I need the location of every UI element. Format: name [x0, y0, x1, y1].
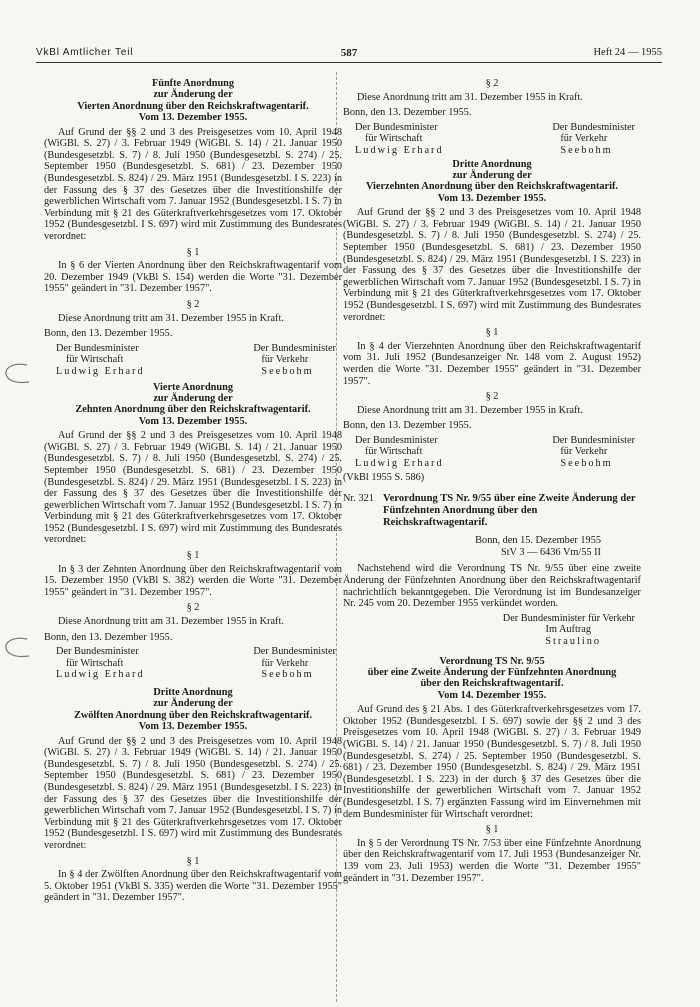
notice-title: Verordnung TS Nr. 9/55 über eine Zweite Änderung der Fünfzehnten Anordnung über den Reichskraftwagentarif.	[383, 493, 636, 529]
header-rule	[36, 62, 662, 63]
ordinance-fifth-amendment	[44, 78, 342, 378]
signatory-name: Seebohm	[261, 669, 314, 681]
notice-intro: Nachstehend wird die Verordnung TS Nr. 9/55 über eine zweite Änderung der Fünfzehnten Anordnung über den Reichskraftwagentarif nachrichtlich bekanntgegeben. Die Verordnung ist im Bundesanzeiger Nr. 245 vom 20. Dezember 1955 verkündet worden.	[343, 563, 641, 610]
signatory-ministry: für Verkehr	[261, 657, 309, 669]
ordinance-third-amendment-fourteenth	[343, 159, 641, 484]
notice-signatory-title: Der Bundesminister für Verkehr	[502, 612, 635, 624]
left-column	[44, 78, 342, 904]
signatory-name: Seebohm	[560, 144, 613, 156]
signatory-ministry: für Wirtschaft	[365, 446, 423, 458]
ordinance-title: zur Änderung der	[153, 698, 233, 710]
ordinance-title: Verordnung TS Nr. 9/55	[439, 655, 545, 667]
signatory-ministry: für Verkehr	[560, 446, 608, 458]
ordinance-title: zur Änderung der	[452, 169, 532, 181]
ordinance-fifth-amendment-continued	[343, 78, 641, 157]
signatory-name: Seebohm	[560, 458, 613, 470]
ordinance-date: Vom 14. Dezember 1955.	[437, 689, 547, 701]
section-heading: § 2	[485, 391, 499, 403]
ordinance-title: Vierte Anordnung	[153, 381, 233, 393]
section-heading: § 1	[485, 824, 499, 836]
signature-block	[343, 435, 641, 470]
page-number: 587	[340, 47, 358, 59]
signatory-title: Der Bundesminister	[552, 121, 635, 133]
signatory-title: Der Bundesminister	[355, 434, 438, 446]
publication-reference: (VkBl 1955 S. 586)	[343, 471, 425, 483]
signatory-ministry: für Wirtschaft	[66, 354, 124, 366]
section-text: Diese Anordnung tritt am 31. Dezember 1955 in Kraft.	[357, 91, 583, 103]
section-text: In § 6 der Vierten Anordnung über den Reichskraftwagentarif vom 20. Dezember 1949 (VkBl S. 154) werden die Worte "31. Dezember 1955" geändert in "31. Dezember 1957".	[44, 260, 342, 295]
signature-block	[44, 343, 342, 378]
section-text: In § 5 der Verordnung TS Nr. 7/53 über eine Fünfzehnte Anordnung über den Reichskraftwagentarif vom 17. Juli 1953 (Bundesanzeiger Nr. 139 vom 23. Juli 1953) werden die Worte "31. Dezember 1955" geändert in "31. Dezember 1957".	[343, 837, 641, 884]
ordinance-title: zur Änderung der	[153, 392, 233, 404]
ordinance-third-amendment-twelfth	[44, 687, 342, 904]
journal-title: VkBl Amtlicher Teil	[36, 47, 134, 58]
punch-hole-mark-icon	[3, 362, 33, 386]
signature-block	[343, 122, 641, 157]
running-header	[36, 46, 662, 60]
ordinance-title: Zehnten Anordnung über den Reichskraftwagentarif.	[75, 404, 311, 416]
ordinance-title: Fünfte Anordnung	[151, 78, 235, 89]
preamble-paragraph: Auf Grund der §§ 2 und 3 des Preisgesetzes vom 10. April 1948 (WiGBl. S. 27) / 3. Februar 1949 (WiGBl. S. 14) / 21. Januar 1950 (Bundesgesetzbl. S. 7) / 8. Juli 1950 (Bundesgesetzbl. S. 274) / 25. September 1950 (Bundesgesetzbl. S. 681) / 23. Dezember 1950 (Bundesgesetzbl. S. 824) / 29. März 1951 (Bundesgesetzbl. I S. 223) in der Fassung des § 37 des Gesetzes über die Investitionshilfe der gewerblichen Wirtschaft vom 7. Januar 1952 (Bundesgesetzbl. I S. 7) in Verbindung mit § 21 des Güterkraftverkehrsgesetzes vom 17. Oktober 1952 (Bundesgesetzbl. I S. 697) wird mit Zustimmung des Bundesrates verordnet:	[343, 207, 641, 323]
ordinance-title: Zwölften Anordnung über den Reichskraftwagentarif.	[73, 709, 313, 721]
signatory-name: Ludwig Erhard	[355, 144, 444, 156]
ordinance-date: Vom 13. Dezember 1955.	[138, 415, 248, 427]
signatory-title: Der Bundesminister	[253, 342, 336, 354]
ordinance-fourth-amendment	[44, 382, 342, 682]
signatory-ministry: für Verkehr	[560, 133, 608, 145]
ordinance-date: Vom 13. Dezember 1955.	[437, 192, 547, 204]
signing-date: Bonn, den 13. Dezember 1955.	[343, 107, 472, 119]
file-reference: StV 3 — 6436 Vm/55 II	[500, 546, 601, 558]
signatory-ministry: für Verkehr	[261, 354, 309, 366]
ordinance-title: Vierten Anordnung über den Reichskraftwagentarif.	[77, 100, 309, 112]
ordinance-title: zur Änderung der	[153, 89, 233, 101]
notice-nr-321	[343, 493, 641, 647]
ordinance-title: über eine Zweite Änderung der Fünfzehnten Anordnung	[367, 667, 617, 678]
signatory-name: Ludwig Erhard	[355, 458, 444, 470]
punch-hole-mark-icon	[3, 636, 33, 660]
signatory-title: Der Bundesminister	[56, 646, 139, 658]
ordinance-title: Dritte Anordnung	[452, 158, 532, 170]
section-heading: § 1	[485, 327, 499, 339]
section-text: Diese Anordnung tritt am 31. Dezember 1955 in Kraft.	[58, 616, 284, 628]
notice-heading	[343, 493, 641, 529]
ordinance-date: Vom 13. Dezember 1955.	[138, 112, 248, 124]
right-column	[343, 78, 641, 884]
signing-date: Bonn, den 13. Dezember 1955.	[343, 420, 472, 432]
preamble-paragraph: Auf Grund der §§ 2 und 3 des Preisgesetzes vom 10. April 1948 (WiGBl. S. 27) / 3. Februar 1949 (WiGBl. S. 14) / 21. Januar 1950 (Bundesgesetzbl. S. 7) / 8. Juli 1950 (Bundesgesetzbl. S. 274) / 25. September 1950 (Bundesgesetzbl. S. 681) / 23. Dezember 1950 (Bundesgesetzbl. S. 824) / 29. März 1951 (Bundesgesetzbl. I S. 223) in der Fassung des § 37 des Gesetzes über die Investitionshilfe der gewerblichen Wirtschaft vom 7. Januar 1952 (Bundesgesetzbl. I S. 7) in Verbindung mit § 21 des Güterkraftverkehrsgesetzes vom 17. Oktober 1952 (Bundesgesetzbl. I S. 697) wird mit Zustimmung des Bundesrates verordnet:	[44, 126, 342, 242]
signature-block	[44, 646, 342, 681]
signatory-ministry: für Wirtschaft	[365, 133, 423, 145]
signatory-title: Der Bundesminister	[552, 434, 635, 446]
notice-date: Bonn, den 15. Dezember 1955	[475, 535, 601, 547]
signatory-title: Der Bundesminister	[56, 342, 139, 354]
notice-number: Nr. 321	[343, 493, 374, 505]
section-heading: § 1	[186, 855, 200, 867]
ordinance-date: Vom 13. Dezember 1955.	[138, 721, 248, 733]
section-text: In § 4 der Zwölften Anordnung über den Reichskraftwagentarif vom 5. Oktober 1951 (VkBl S. 335) werden die Worte "31. Dezember 1955" geändert in "31. Dezember 1957".	[44, 869, 342, 904]
section-text: Diese Anordnung tritt am 31. Dezember 1955 in Kraft.	[58, 312, 284, 324]
preamble-paragraph: Auf Grund der §§ 2 und 3 des Preisgesetzes vom 10. April 1948 (WiGBl. S. 27) / 3. Februar 1949 (WiGBl. S. 14) / 21. Januar 1950 (Bundesgesetzbl. S. 7) / 8. Juli 1950 (Bundesgesetzbl. S. 274) / 25. September 1950 (Bundesgesetzbl. S. 681) / 23. Dezember 1950 (Bundesgesetzbl. S. 824) / 29. März 1951 (Bundesgesetzbl. I S. 223) in der Fassung des § 37 des Gesetzes über die Investitionshilfe der gewerblichen Wirtschaft vom 7. Januar 1952 (Bundesgesetzbl. I S. 7) in Verbindung mit § 21 des Güterkraftverkehrsgesetzes vom 17. Oktober 1952 (Bundesgesetzbl. I S. 697) wird mit Zustimmung des Bundesrates verordnet:	[44, 735, 342, 851]
notice-signatory-note: Im Auftrag	[545, 624, 591, 636]
section-heading: § 1	[186, 550, 200, 562]
signatory-title: Der Bundesminister	[253, 646, 336, 658]
section-heading: § 2	[186, 298, 200, 310]
signatory-name: Seebohm	[261, 365, 314, 377]
signatory-name: Ludwig Erhard	[56, 365, 145, 377]
ordinance-title: Vierzehnten Anordnung über den Reichskraftwagentarif.	[366, 181, 618, 193]
preamble-paragraph: Auf Grund der §§ 2 und 3 des Preisgesetzes vom 10. April 1948 (WiGBl. S. 27) / 3. Februar 1949 (WiGBl. S. 14) / 21. Januar 1950 (Bundesgesetzbl. S. 7) / 8. Juli 1950 (Bundesgesetzbl. S. 274) / 25. September 1950 (Bundesgesetzbl. S. 681) / 23. Dezember 1950 (Bundesgesetzbl. S. 824) / 29. März 1951 (Bundesgesetzbl. I S. 223) in der Fassung des § 37 des Gesetzes über die Investitionshilfe der gewerblichen Wirtschaft vom 7. Januar 1952 (Bundesgesetzbl. I S. 7) in Verbindung mit § 21 des Güterkraftverkehrsgesetzes vom 17. Oktober 1952 (Bundesgesetzbl. I S. 697) wird mit Zustimmung des Bundesrates verordnet:	[44, 430, 342, 546]
notice-signatory-name: Straulino	[545, 636, 601, 647]
signatory-ministry: für Wirtschaft	[66, 657, 124, 669]
section-text: In § 3 der Zehnten Anordnung über den Reichskraftwagentarif vom 15. Dezember 1950 (VkBl S. 382) werden die Worte "31. Dezember 1955" geändert in "31. Dezember 1957".	[44, 563, 342, 598]
section-heading: § 2	[186, 602, 200, 614]
signing-date: Bonn, den 13. Dezember 1955.	[44, 631, 173, 643]
issue-label: Heft 24 — 1955	[593, 47, 662, 58]
section-text: In § 4 der Vierzehnten Anordnung über den Reichskraftwagentarif vom 31. Juli 1952 (Bundesanzeiger Nr. 148 vom 2. August 1952) werden die Worte "31. Dezember 1955" geändert in "31. Dezember 1957".	[343, 340, 641, 387]
ordinance-ts-9-55	[343, 656, 641, 885]
section-heading: § 1	[186, 246, 200, 258]
ordinance-title: Dritte Anordnung	[153, 687, 233, 698]
signatory-name: Ludwig Erhard	[56, 669, 145, 681]
section-heading: § 2	[485, 78, 499, 89]
preamble-paragraph: Auf Grund des § 21 Abs. 1 des Güterkraftverkehrsgesetzes vom 17. Oktober 1952 (Bundesgesetzbl. I S. 697) sowie der §§ 2 und 3 des Preisgesetzes vom 10. April 1948 (WiGBl. S. 27) / 3. Februar 1949 (WiGBl. S. 14) / 21. Januar 1950 (Bundesgesetzbl. S. 7) / 8. Juli 1950 (Bundesgesetzbl. S. 274) / 25. September 1950 (Bundesgesetzbl. S. 681) / 23. Dezember 1950 (Bundesgesetzbl. S. 824) / 29. März 1951 (Bundesgesetzbl. I S. 223) in der durch § 37 des Gesetzes über die Investitionshilfe der gewerblichen Wirtschaft vom 7. Januar 1952 (Bundesgesetzbl. I S. 7) ergänzten Fassung wird im Einvernehmen mit dem Bundesminister für Wirtschaft verordnet:	[343, 704, 641, 820]
ordinance-title: über den Reichskraftwagentarif.	[420, 678, 564, 690]
section-text: Diese Anordnung tritt am 31. Dezember 1955 in Kraft.	[357, 404, 583, 416]
signing-date: Bonn, den 13. Dezember 1955.	[44, 328, 173, 340]
signatory-title: Der Bundesminister	[355, 121, 438, 133]
